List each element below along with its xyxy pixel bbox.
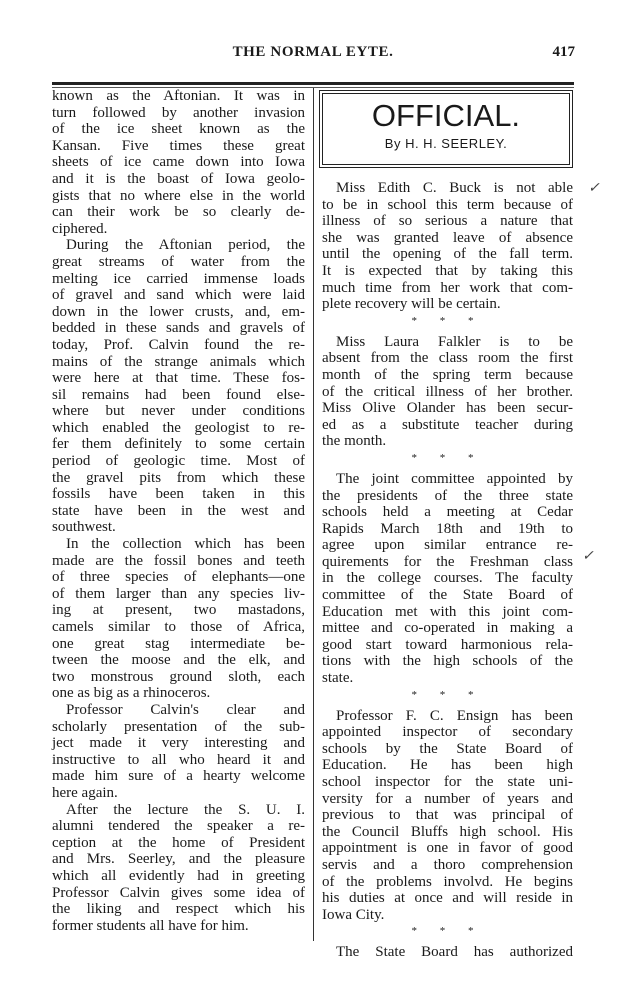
left-column: [52, 88, 305, 934]
text-line: After the lecture the S. U. I.: [66, 801, 305, 818]
text-line: ception at the home of President: [52, 834, 305, 851]
section-title: OFFICIAL.: [371, 98, 521, 133]
text-line: here again.: [52, 784, 118, 801]
text-line: camels similar to those of Africa,: [52, 619, 305, 635]
text-line: school inspector for the state uni-: [322, 774, 573, 790]
text-line: alumni tendered the speaker a re-: [52, 818, 305, 835]
text-line: ciphered.: [52, 220, 108, 237]
text-line: the Council Bluffs high school. His: [322, 823, 573, 840]
text-line: of three species of elephants—one: [52, 569, 305, 586]
text-line: great streams of water from the: [52, 253, 305, 270]
text-line: period of geologic time. Most of: [52, 453, 305, 470]
text-line: melting ice carried immense loads: [52, 270, 305, 287]
section-separator: * * *: [411, 925, 484, 938]
text-line: During the Aftonian period, the: [66, 237, 305, 254]
text-line: Education met with this joint com-: [322, 603, 573, 620]
text-line: committee of the State Board of: [322, 587, 573, 604]
text-line: in the college courses. The faculty: [322, 570, 573, 587]
text-line: month of the spring term because: [322, 366, 573, 383]
official-heading-box: [322, 93, 570, 165]
text-line: scholarly presentation of the sub-: [52, 718, 305, 735]
text-line: she was granted leave of absence: [322, 229, 573, 246]
text-line: which enabled the geologist to re-: [52, 419, 305, 436]
column-divider: [313, 88, 314, 941]
text-line: Miss Olive Olander has been secur-: [322, 400, 573, 417]
text-line: fossils have been taken in this: [52, 486, 305, 503]
header-rule: [52, 82, 574, 85]
paragraph: [52, 802, 305, 935]
paragraph: [322, 180, 573, 313]
text-line: mittee and co-operated in making a: [322, 620, 573, 637]
text-line: southwest.: [52, 519, 116, 536]
text-line: sil remains had been found else-: [52, 386, 305, 403]
text-line: to be in school this term because of: [322, 196, 573, 213]
text-line: known as the Aftonian. It was in: [52, 88, 305, 104]
text-line: In the collection which has been: [66, 536, 305, 553]
text-line: the presidents of the three state: [322, 487, 573, 504]
text-line: Iowa City.: [322, 906, 385, 923]
text-line: today, Prof. Calvin found the re-: [52, 336, 305, 353]
text-line: illness of so serious a nature that: [322, 213, 573, 230]
text-line: mains of the strange animals which: [52, 353, 305, 370]
text-line: ed as a substitute teacher during: [322, 416, 573, 433]
text-line: gists that no where else in the world: [52, 187, 305, 204]
section-separator: * * *: [411, 314, 484, 327]
text-line: absent from the class room the first: [322, 350, 573, 367]
text-line: The joint committee appointed by: [336, 470, 573, 487]
paragraph: [52, 88, 305, 237]
text-line: where but never under conditions: [52, 403, 305, 420]
paragraph: [52, 702, 305, 802]
text-line: tions with the high schools of the: [322, 653, 573, 670]
text-line: were here at that time. These fos-: [52, 370, 305, 387]
text-line: The State Board has authorized: [336, 944, 573, 961]
text-line: ject made it very interesting and: [52, 735, 305, 752]
text-line: made are the fossil bones and teeth: [52, 552, 305, 569]
text-line: plete recovery will be certain.: [322, 296, 501, 313]
text-line: good start toward harmonious rela-: [322, 636, 573, 653]
text-line: and Mrs. Seerley, and the pleasure: [52, 851, 305, 868]
text-line: appointed inspector of secondary: [322, 724, 573, 741]
paragraph: [52, 237, 305, 536]
text-line: Professor Calvin gives some idea of: [52, 884, 305, 901]
page-number: 417: [552, 44, 575, 60]
text-line: which all evidently had in greeting: [52, 867, 305, 884]
text-line: his duties at once and will reside in: [322, 890, 573, 907]
text-line: former students all have for him.: [52, 917, 249, 934]
text-line: state have been in the west and: [52, 502, 305, 519]
text-line: fer them definitely to some certain: [52, 436, 305, 453]
text-line: state.: [322, 670, 354, 687]
text-line: of them larger than any species liv-: [52, 585, 305, 602]
text-line: bedded in these sands and gravels of: [52, 320, 305, 337]
text-line: agree upon similar entrance re-: [322, 537, 573, 554]
margin-checkmark-icon: ✓: [582, 549, 594, 564]
text-line: instructive to all who heard it and: [52, 751, 305, 768]
text-line: appointment is one in favor of good: [322, 840, 573, 857]
text-line: of gravel and sand which were laid: [52, 287, 305, 304]
text-line: of the critical illness of her brother.: [322, 383, 573, 400]
text-line: of the ice sheet known as the: [52, 121, 305, 138]
text-line: the month.: [322, 433, 387, 450]
text-line: and it is the boast of Iowa geolo-: [52, 170, 305, 187]
text-line: versity for a number of years and: [322, 790, 573, 807]
text-line: schools held a meeting at Cedar: [322, 504, 573, 521]
text-line: Education. He has been high: [322, 757, 573, 774]
text-line: quirements for the Freshman class: [322, 553, 573, 570]
text-line: two monstrous ground sloth, each: [52, 668, 305, 685]
text-line: sheets of ice came down into Iowa: [52, 154, 305, 171]
text-line: Rapids March 18th and 19th to: [322, 520, 573, 537]
paragraph: [322, 944, 573, 961]
text-line: Miss Edith C. Buck is not able: [336, 180, 573, 196]
text-line: Miss Laura Falkler is to be: [336, 333, 573, 350]
text-line: servis and a thoro comprehension: [322, 856, 573, 873]
text-line: much time from her work that com-: [322, 279, 573, 296]
section-separator: * * *: [411, 451, 484, 464]
text-line: the liking and respect which his: [52, 901, 305, 918]
text-line: turn followed by another invasion: [52, 104, 305, 121]
text-line: Professor F. C. Ensign has been: [336, 707, 573, 724]
text-line: can their work be so clearly de-: [52, 204, 305, 221]
text-line: one as big as a rhinoceros.: [52, 685, 211, 702]
text-line: one great stag intermediate be-: [52, 635, 305, 652]
margin-checkmark-icon: ✓: [588, 181, 600, 196]
text-line: made him sure of a hearty welcome: [52, 768, 305, 785]
text-line: Professor Calvin's clear and: [66, 701, 305, 718]
section-separator: * * *: [411, 688, 484, 701]
text-line: down in the lower crusts, and, em-: [52, 303, 305, 320]
right-column: [322, 180, 573, 961]
text-line: tween the moose and the elk, and: [52, 652, 305, 669]
paragraph: [322, 334, 573, 450]
text-line: the gravel pits from which these: [52, 469, 305, 486]
paragraph: [52, 536, 305, 702]
text-line: until the opening of the fall term.: [322, 246, 573, 263]
text-line: schools by the State Board of: [322, 740, 573, 757]
paragraph: [322, 471, 573, 687]
text-line: ing at present, two mastadons,: [52, 602, 305, 619]
text-line: previous to that was principal of: [322, 807, 573, 824]
running-header-title: THE NORMAL EYTE.: [232, 44, 394, 60]
text-line: of the problems involvd. He begins: [322, 873, 573, 890]
text-line: It is expected that by taking this: [322, 262, 573, 279]
paragraph: [322, 708, 573, 924]
text-line: Kansan. Five times these great: [52, 137, 305, 154]
section-byline: By H. H. SEERLEY.: [384, 136, 508, 151]
